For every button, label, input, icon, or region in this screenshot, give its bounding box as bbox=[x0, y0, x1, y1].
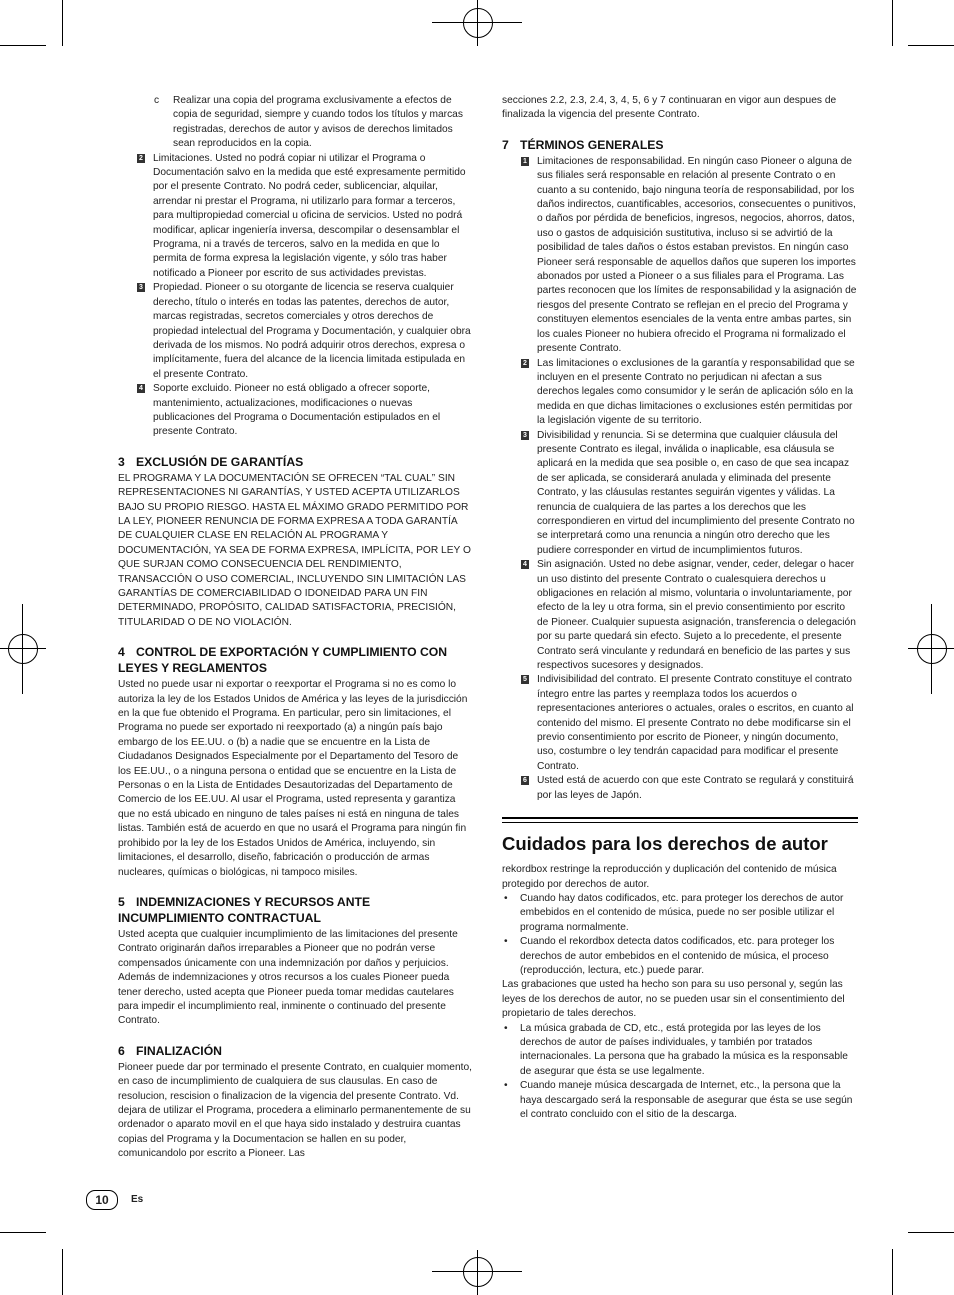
list-item bbox=[502, 429, 858, 559]
section-heading: 3 EXCLUSIÓN DE GARANTÍAS bbox=[118, 454, 304, 469]
section-heading: 5 INDEMNIZACIONES Y RECURSOS ANTE INCUMPLIMIENTO CONTRACTUAL bbox=[118, 894, 371, 925]
language-code: Es bbox=[131, 1194, 144, 1205]
item-text: Limitaciones de responsabilidad. En ningún caso Pioneer o alguna de sus filiales será responsable en relación al presente Contrato o en cuanto a su contenido, bajo ninguna teoría de responsabilidad, por los daños indirectos, cuantificables, accesorios, consecuentes o punitivos, o daños por pérdida de beneficios, ingresos, negocios, ahorros, datos, uso o gastos de adquisición sustitutiva, incluso si se advirtió de la posibilidad de tales daños o éstos estaban previstos. En ningún caso Pioneer será responsable de aquellos daños que superen los importes abonados por usted a Pioneer o a sus filiales para el Programa. Las partes reconocen que los límites de responsabilidad y la asignación de riesgos del presente Contrato se reflejan en el precio del Programa y constituyen elementos esenciales de la venta entre ambas partes, sin los cuales Pioneer no hubiera ofrecido el Programa ni formalizado el presente Contrato. bbox=[537, 155, 857, 355]
crop-mark bbox=[62, 1249, 63, 1295]
section-body: Usted acepta que cualquier incumplimiento de las limitaciones del presente Contrato originarán daños irreparables a Pioneer que no podrán verse compensados únicamente con una indemnización por daños y perjuicios. Además de indemnizaciones y otros recursos a los cuales Pioneer pueda tener derecho, usted acepta que Pioneer pueda tomar medidas cautelares para impedir el incumplimiento real, inminente o continuado del presente Contrato. bbox=[118, 928, 458, 1027]
registration-circle bbox=[463, 1257, 493, 1287]
page-number: 10 bbox=[86, 1190, 118, 1210]
crop-mark bbox=[0, 45, 46, 46]
registration-circle bbox=[463, 8, 493, 38]
list-item bbox=[118, 94, 474, 152]
item-text: Limitaciones. Usted no podrá copiar ni utilizar el Programa o Documentación salvo en la medida que esté expresamente permitido por el presente Contrato. No podrá ceder, sublicenciar, alquilar, arrendar ni prestar el Programa, ni utilizarlo para formar a terceros, para multipropiedad comercial u oficina de servicios. Usted no podrá modificar, aplicar ingeniería inversa, descompilar o desensamblar el Programa, ni a través de terceros, salvo en la medida en que lo permita de forma expresa la legislación vigente, y sólo tras haber notificado a Pioneer por escrito de sus actividades previstas. bbox=[153, 152, 466, 279]
bullet-item bbox=[502, 1022, 858, 1080]
item-number: 4 bbox=[137, 384, 145, 393]
crop-mark bbox=[62, 0, 63, 46]
list-item bbox=[502, 673, 858, 774]
item-number: 3 bbox=[521, 431, 529, 440]
section-heading: 6 FINALIZACIÓN bbox=[118, 1043, 222, 1058]
registration-circle bbox=[917, 634, 947, 664]
list-item bbox=[118, 281, 474, 382]
crop-mark bbox=[0, 1232, 46, 1233]
bullet-text: Cuando el rekordbox detecta datos codificados, etc. para proteger los derechos de autor embebidos en el contenido de música, el proceso (reproducción, lectura, etc.) puede parar. bbox=[520, 936, 835, 976]
item-text: Propiedad. Pioneer o su otorgante de licencia se reserva cualquier derecho, título o interés en todas las patentes, derechos de autor, marcas registradas, secretos comerciales y otros derechos de propiedad intelectual del Programa y Documentación, y cualquier obra derivada de los mismos. No podrá adquirir otros derechos, expresa o implícitamente, fuera del alcance de la licencia limitada estipulada en el presente Contrato. bbox=[153, 282, 471, 380]
list-item bbox=[118, 152, 474, 282]
item-text: Realizar una copia del programa exclusivamente a efectos de copia de seguridad, siempre y cuando todos los títulos y marcas registradas, derechos de autor y avisos de derechos limitados sean reproducidos en la copia. bbox=[173, 95, 463, 150]
item-number: 2 bbox=[137, 154, 145, 163]
bullet-text: Cuando maneje música descargada de Internet, etc., la persona que la haya descargado será la responsable de asegurar que ésta se use según el contrato concluido con el sitio de la descarga. bbox=[520, 1080, 853, 1120]
left-column bbox=[118, 94, 474, 1162]
crop-mark bbox=[908, 1232, 954, 1233]
section-heading: 4 CONTROL DE EXPORTACIÓN Y CUMPLIMIENTO CON LEYES Y REGLAMENTOS bbox=[118, 645, 448, 676]
item-text: Indivisibilidad del contrato. El presente Contrato constituye el contrato íntegro entre las partes y reemplaza todos los acuerdos o representaciones anteriores o actuales, orales o escritos, en cuanto al contenido del mismo. El presente Contrato no debe modificarse sin el previo consentimiento por escrito de Pioneer, y ningún documento, uso, costumbre o ley tendrán capacidad para modificar el presente Contrato. bbox=[537, 674, 854, 772]
crop-mark bbox=[892, 1249, 893, 1295]
list-item bbox=[118, 382, 474, 440]
bullet-icon: • bbox=[504, 892, 508, 904]
item-marker: c bbox=[154, 95, 160, 106]
section-heading: 7 TÉRMINOS GENERALES bbox=[502, 137, 664, 152]
section-body: Usted no puede usar ni exportar o reexportar el Programa si no es como lo autoriza la ley de los Estados Unidos de América y las leyes de la jurisdicción en la que fue obtenido el Programa. En particular, pero sin limitaciones, el Programa no puede ser exportado ni reexportado (a) a ningún país bajo embargo de los EE.UU. o (b) a nadie que se encuentre en la Lista de Ciudadanos Designados Especialmente por el Departamento del Tesoro de los EE.UU., o a ninguna persona o entidad que se encuentre en la Lista de Personas o en la Lista de Entidades Desautorizadas del Departamento de Comercio de los EE.UU. Al usar el Programa, usted representa y garantiza que no está ubicado en ninguno de tales países ni está en ninguna de tales listas. También está de acuerdo en que no usará el Programa para ningún fin prohibido por la ley de los Estados Unidos de América, incluyendo, sin limitaciones, el desarrollo, diseño, fabricación o producción de armas nucleares, químicas o biológicas, ni tampoco misiles. bbox=[118, 679, 468, 878]
bullet-item bbox=[502, 935, 858, 978]
title-rule bbox=[502, 822, 858, 823]
item-number: 2 bbox=[521, 359, 529, 368]
bullet-icon: • bbox=[504, 936, 508, 948]
bullet-item bbox=[502, 1079, 858, 1122]
bullet-item bbox=[502, 892, 858, 935]
bullet-text: Cuando hay datos codificados, etc. para proteger los derechos de autor embebidos en el contenido de música, puede no ser posible utilizar el programa normalmente. bbox=[520, 892, 844, 933]
crop-mark bbox=[892, 0, 893, 46]
intro-text: rekordbox restringe la reproducción y duplicación del contenido de música protegido por derechos de autor. bbox=[502, 864, 837, 890]
item-number: 3 bbox=[137, 283, 145, 292]
body-text: Las grabaciones que usted ha hecho son para su uso personal y, según las leyes de los derechos de autor, no se pueden usar sin el consentimiento del propietario de tales derechos. bbox=[502, 979, 845, 1020]
list-item bbox=[502, 357, 858, 429]
registration-circle bbox=[8, 634, 38, 664]
item-text: Usted está de acuerdo con que este Contrato se regulará y constituirá por las leyes de Japón. bbox=[537, 775, 854, 801]
item-number: 6 bbox=[521, 776, 529, 785]
item-number: 4 bbox=[521, 560, 529, 569]
bullet-icon: • bbox=[504, 1080, 508, 1092]
item-number: 1 bbox=[521, 157, 529, 166]
section-body: EL PROGRAMA Y LA DOCUMENTACIÓN SE OFRECEN “TAL CUAL” SIN REPRESENTACIONES NI GARANTÍAS, Y USTED ACEPTA UTILIZARLOS BAJO SU PROPIO RIESGO. HASTA EL MÁXIMO GRADO PERMITIDO POR LA LEY, PIONEER RENUNCIA DE FORMA EXPRESA A TODA GARANTÍA DE CUALQUIER CLASE EN RELACIÓN AL PROGRAMA Y DOCUMENTACIÓN, YA SEA DE FORMA EXPRESA, IMPLÍCITA, POR LEY O QUE SURJAN COMO CONSECUENCIA DEL RENDIMIENTO, TRANSACCIÓN O USO COMERCIAL, INCLUYENDO SIN LIMITACIÓN LAS GARANTÍAS DE COMERCIABILIDAD O IDONEIDAD PARA UN FIN DETERMINADO, PROPÓSITO, CALIDAD SATISFACTORIA, PRECISIÓN, TITULARIDAD O DE NO VIOLACIÓN. bbox=[118, 472, 471, 628]
item-text: Soporte excluido. Pioneer no está obligado a ofrecer soporte, mantenimiento, actualizaciones, modificaciones o nuevas publicaciones del Programa o Documentación estipulados en el presente Contrato. bbox=[153, 383, 441, 438]
item-number: 5 bbox=[521, 675, 529, 684]
item-text: Divisibilidad y renuncia. Si se determina que cualquier cláusula del presente Contrato es ilegal, inválida o inaplicable, esa cláusula se aplicará en la medida que sea posible o, en caso de que sea incapaz de ser aplicada, se considerará anulada y eliminada del presente Contrato, y las cláusulas restantes seguirán vigentes y válidas. La renuncia de cualquiera de las partes a los derechos que les correspondieren en virtud del incumplimiento del presente Contrato no se interpretará como una renuncia a ningún otro derecho que les pudiere corresponder en virtud de incumplimientos futuros. bbox=[537, 429, 855, 556]
list-item bbox=[502, 155, 858, 357]
section-body: Pioneer puede dar por terminado el presente Contrato, en cualquier momento, en caso de incumplimiento de cualquiera de sus clausulas. En caso de resolucion, rescision o finalizacion de la vigencia del presente Contrato. Vd. dejara de utilizar el Programa, procedera a eliminarlo permanentemente de su ordenador o aparato movil en el que haya sido instalado y destruira cuantas copias del Programa y la Documentacion se hallen en su poder, comunicandolo por escrito a Pioneer. Las bbox=[118, 1061, 472, 1160]
right-column bbox=[502, 94, 858, 1122]
section-title: Cuidados para los derechos de autor bbox=[502, 833, 828, 855]
list-item bbox=[502, 774, 858, 803]
continuation-text: secciones 2.2, 2.3, 2.4, 3, 4, 5, 6 y 7 continuaran en vigor aun despues de finalizada la vigencia del presente Contrato. bbox=[502, 95, 837, 121]
bullet-text: La música grabada de CD, etc., está protegida por las leyes de los derechos de autor de países individuales, y también por tratados internacionales. La persona que ha grabado la música es la responsable de asegurar que ésta se use legalmente. bbox=[520, 1022, 848, 1077]
item-text: Sin asignación. Usted no debe asignar, vender, ceder, delegar o hacer un uso distinto del presente Contrato o cualesquiera derechos u obligaciones en relación al mismo, voluntaria o involuntariamente, por efecto de la ley u otra forma, sin el previo consentimiento por escrito de Pioneer. Cualquier supuesta asignación, transferencia o delegación por su parte quedará sin efecto. Sujeto a lo precedente, el presente Contrato será vinculante y redundará en beneficio de las partes y sus respectivos sucesores y designados. bbox=[537, 559, 856, 672]
list-item bbox=[502, 558, 858, 673]
crop-mark bbox=[908, 45, 954, 46]
title-rule bbox=[502, 817, 858, 819]
bullet-icon: • bbox=[504, 1022, 508, 1034]
item-text: Las limitaciones o exclusiones de la garantía y responsabilidad que se incluyen en el presente Contrato no perjudican ni afectan a sus derechos legales como consumidor y le serán de aplicación sólo en la medida en que dichas limitaciones o exclusiones estén permitidas por la legislación vigente de su territorio. bbox=[537, 357, 855, 427]
